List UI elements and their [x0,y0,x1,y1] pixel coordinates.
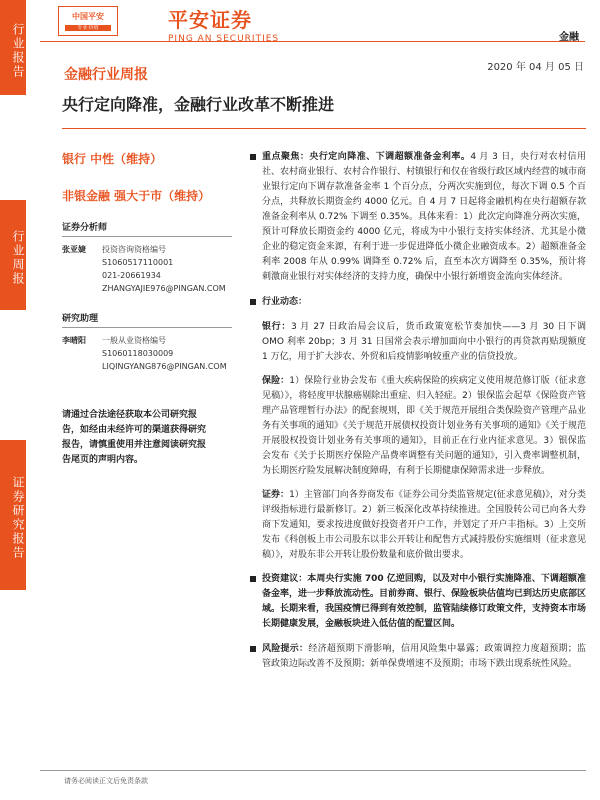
researcher-email[interactable]: LIQINGYANG876@PINGAN.COM [102,362,227,371]
analyst-info: 投资咨询资格编号 S1060517110001 021-20661934 ZHANGYAJIE976@PINGAN.COM [102,243,232,295]
pingan-logo: 中国平安 专业·价值 [58,6,118,36]
dynamics-heading: 行业动态： [250,295,586,310]
disclaimer-note: 请通过合法途径获取本公司研究报告，如经由未经许可的渠道获得研究报告，请慎重使用并注意阅读研究报告尾页的声明内容。 [62,410,207,465]
analysts-heading: 证券分析师 [62,220,232,237]
bullet-icon [250,299,256,305]
bank-news: 银行：3 月 27 日政治局会议后，货币政策宽松节奏加快——3 月 30 日下调 OMO 利率 20bp；3 月 31 日国常会表示增加面向中小银行的再贷款再贴现额度 1 万亿，用于扩大涉农、外贸和后疫情影响较重产业的信贷投放。 [262,322,586,362]
researcher-name: 李晴阳 [62,336,86,345]
title-divider [62,128,586,129]
analyst-name: 张亚婕 [62,245,86,254]
bullet-icon [250,576,256,582]
investment-advice: 投资建议：本周央行实施 700 亿逆回购，以及对中小银行实施降准、下调超额准备金率，进一步释放流动性。目前券商、银行、保险板块估值均已到达历史底部区域。长期来看，我国疫情已得到有效控制，监管陆续修订政策文件，支持资本市场长期健康发展，金融板块进入低估值的配置区间。 [250,572,586,632]
researcher-info: 一般从业资格编号 S1060118030009 LIQINGYANG876@PINGAN.COM [102,334,232,373]
footer-divider [40,770,586,771]
page-title: 央行定向降准，金融行业改革不断推进 [62,95,335,114]
category-label: 金融 [559,32,579,43]
side-band [0,0,26,800]
brand-en: PING AN SECURITIES [168,34,280,44]
brand-name [168,4,279,44]
risk-warning: 风险提示：经济超预期下滑影响，信用风险集中暴露；政策调控力度超预期；监管政策边际改善不及预期；新单保费增速不及预期；市场下跌出现系统性风险。 [250,642,586,672]
bullet-icon [250,154,256,160]
report-date: 2020 年 04 月 05 日 [487,62,584,73]
rating-bank: 银行 中性（维持） [62,152,163,166]
researcher-card [62,334,232,373]
brand-cn: 平安证券 [168,8,252,32]
insurance-news: 保险：1）保险行业协会发布《重大疾病保险的疾病定义使用规范修订版（征求意见稿）》，将轻度甲状腺癌剔除出重症、归入轻症。2）银保监会起草《保险资产管理产品管理暂行办法》的配套规则，即《关于规范开展组合类保险资产管理产品业务有关事项的通知》《关于规范开展债权投资计划业务有关事项的通知》《关于规范开展股权投资计划业务有关事项的通知》，目前正在行业内征求意见。3）银保监会发布《关于长期医疗保险产品费率调整有关问题的通知》，引入费率调整机制，为长期医疗险发展解决制度障碍，有利于长期健康保障需求进一步释放。 [262,376,587,476]
side-label-research: 证券研究报告 [0,440,26,590]
focus-paragraph: 重点聚焦：央行定向降准、下调超额准备金利率。4 月 3 日，央行对农村信用社、农村商业银行、农村合作银行、村镇银行和仅在省级行政区域内经营的城市商业银行定向下调存款准备金率 1 个百分点，分两次实施到位，每次下调 0.5 个百分点，共释放长期资金约 4000 亿元。自 4 月 7 日起将金融机构在央行超额存款准备金利率从 0.72% 下调至 0.35%。具体来看：1）此次定向降准分两次实施，预计可释放长期资金约 4000 亿元，将成为中小银行支持实体经济、尤其是小微企业的稳定资金来源，有利于进一步促进降低小微企业融资成本。2）超额准备金利率 2008 年从 0.99% 调降至 0.72% 后，直至本次方调降至 0.35%，预计将刺激商业银行对实体经济的支持力度，确保中小银行新增资金流向实体经济。 [250,150,586,285]
footer-note: 请务必阅读正文后免责条款 [64,777,148,785]
page-header [40,0,585,42]
left-column [62,138,232,373]
series-title: 金融行业周报 [64,67,148,83]
right-column [250,150,586,682]
analyst-card [62,243,232,295]
bullet-icon [250,646,256,652]
side-label-report-type: 行业报告 [0,0,26,95]
side-label-weekly: 行业周报 [0,200,26,310]
rating-nonbank: 非银金融 强大于市（维持） [62,189,211,203]
researcher-heading: 研究助理 [62,311,232,328]
analyst-email[interactable]: ZHANGYAJIE976@PINGAN.COM [102,284,226,293]
securities-news: 证券：1）主管部门向各券商发布《证券公司分类监管规定(征求意见稿)》，对分类评级指标进行最新修订。2）新三板深化改革持续推进。全国股转公司已向各大券商下发通知，要求按进度做好投资者开户工作，并划定了开户丰指标。3）上交所发布《科创板上市公司股东以非公开转让和配售方式减持股份实施细则（征求意见稿）》，对股东非公开转让股份数量和底价做出要求。 [262,490,587,560]
